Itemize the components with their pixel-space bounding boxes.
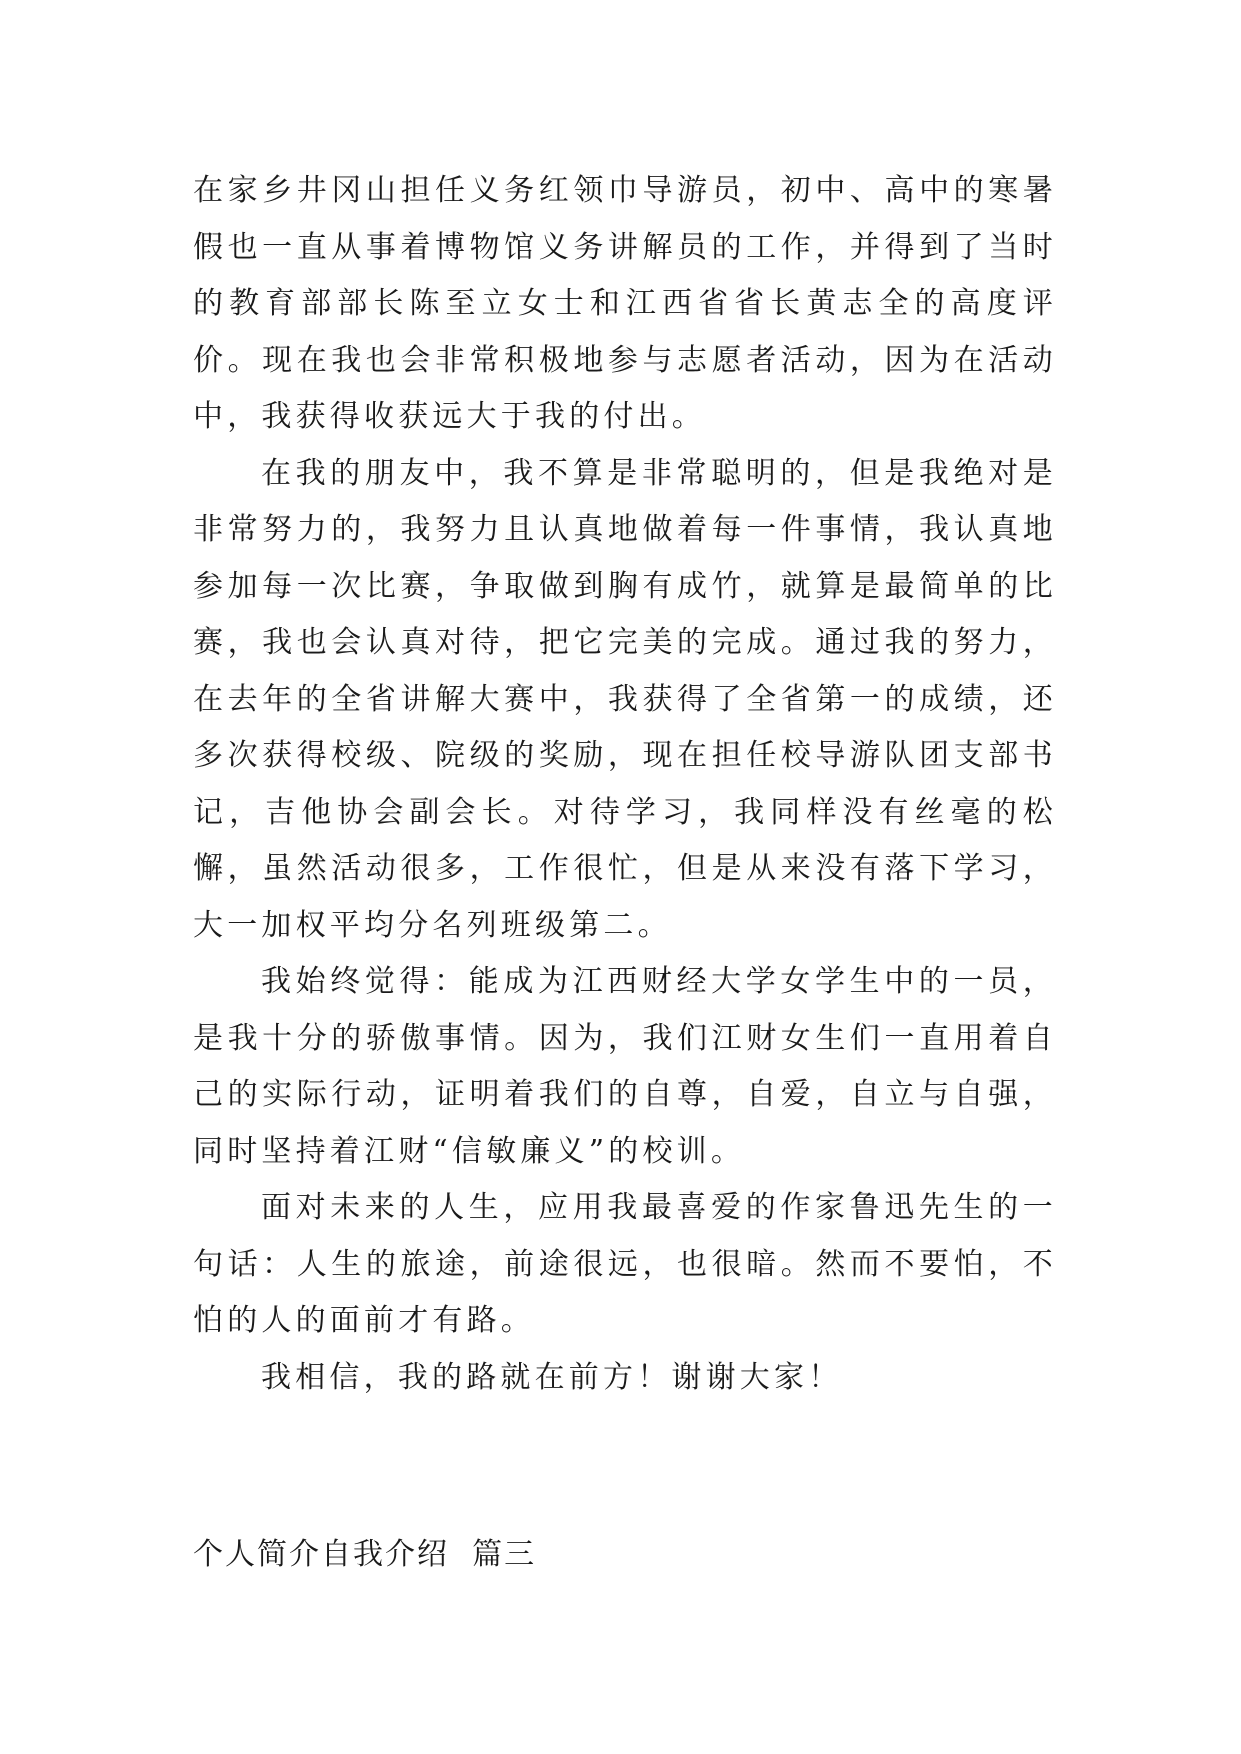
document-body bbox=[193, 163, 1057, 1406]
paragraph-lu-xun-quote: 面对未来的人生，应用我最喜爱的作家鲁迅先生的一句话：人生的旅途，前途很远，也很暗。然而不要怕，不怕的人的面前才有路。 bbox=[193, 1190, 1057, 1338]
section-heading: 个人简介自我介绍 篇三 bbox=[193, 1537, 537, 1572]
paragraph-closing-thanks: 我相信，我的路就在前方！谢谢大家！ bbox=[261, 1359, 843, 1395]
paragraph-school-pride: 我始终觉得：能成为江西财经大学女学生中的一员，是我十分的骄傲事情。因为，我们江财女生们一直用着自己的实际行动，证明着我们的自尊，自爱，自立与自强，同时坚持着江财“信敏廉义”的校训。 bbox=[193, 964, 1057, 1169]
paragraph-volunteer-guide: 在家乡井冈山担任义务红领巾导游员，初中、高中的寒暑假也一直从事着博物馆义务讲解员的工作，并得到了当时的教育部部长陈至立女士和江西省省长黄志全的高度评价。现在我也会非常积极地参与志愿者活动，因为在活动中，我获得收获远大于我的付出。 bbox=[193, 173, 1057, 434]
paragraph-effort-achievements: 在我的朋友中，我不算是非常聪明的，但是我绝对是非常努力的，我努力且认真地做着每一件事情，我认真地参加每一次比赛，争取做到胸有成竹，就算是最简单的比赛，我也会认真对待，把它完美的完成。通过我的努力，在去年的全省讲解大赛中，我获得了全省第一的成绩，还多次获得校级、院级的奖励，现在担任校导游队团支部书记，吉他协会副会长。对待学习，我同样没有丝毫的松懈，虽然活动很多，工作很忙，但是从来没有落下学习，大一加权平均分名列班级第二。 bbox=[193, 455, 1057, 943]
